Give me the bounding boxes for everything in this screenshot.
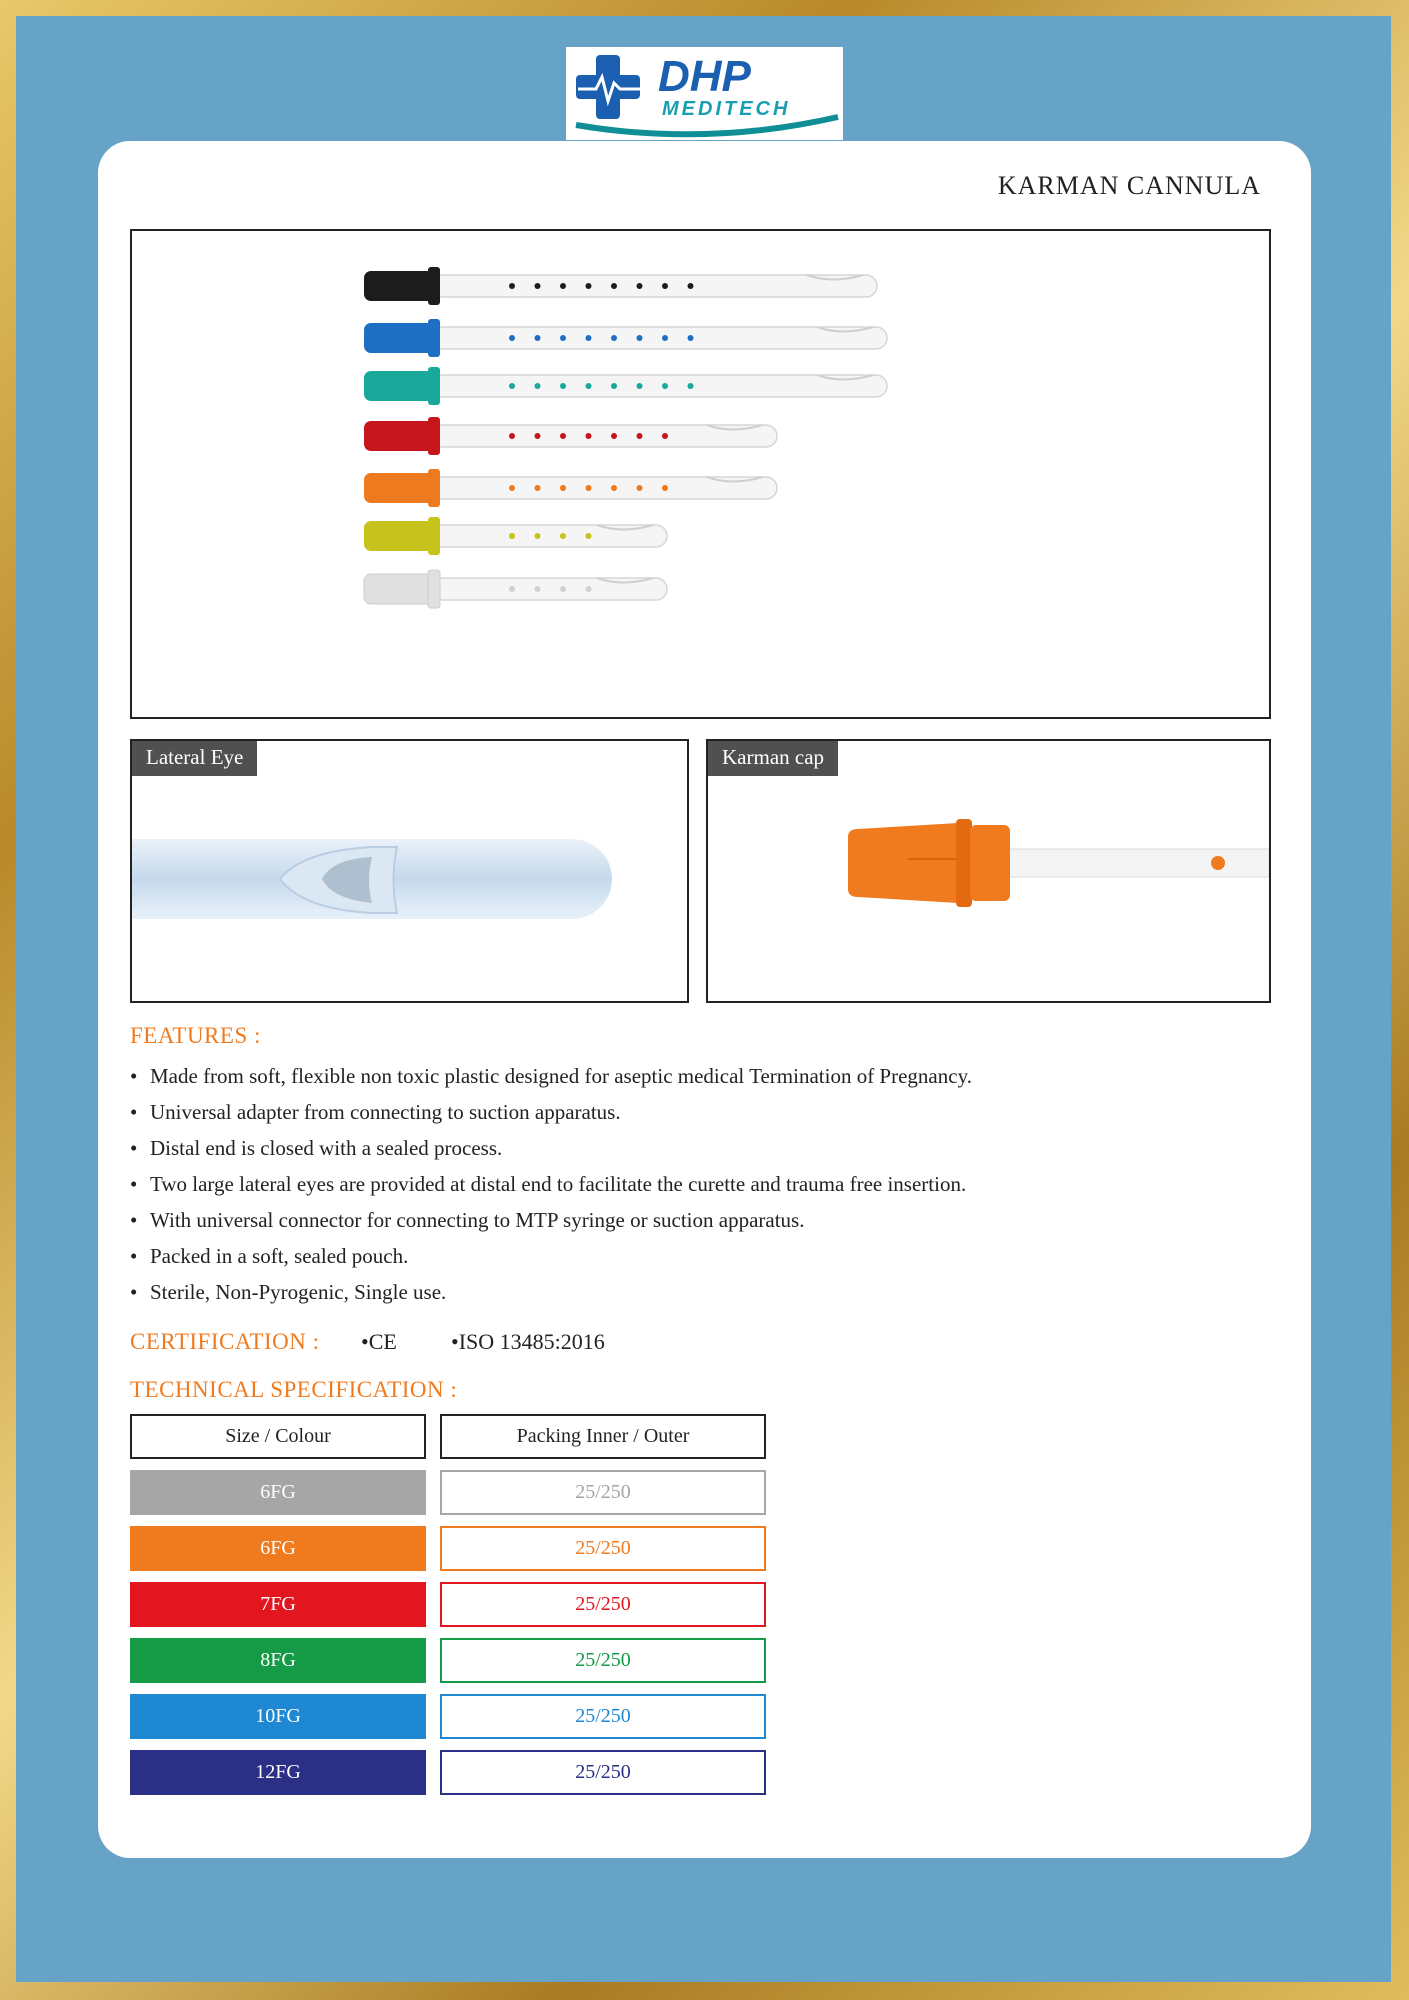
feature-item: • With universal connector for connecting to MTP syringe or suction apparatus. bbox=[130, 1202, 972, 1238]
karman-cap-label: Karman cap bbox=[708, 741, 838, 776]
packing-cell: 25/250 bbox=[440, 1470, 766, 1515]
size-cell: 8FG bbox=[130, 1638, 426, 1683]
cannula bbox=[364, 367, 887, 405]
tech-spec-heading: TECHNICAL SPECIFICATION : bbox=[130, 1377, 458, 1402]
brand-subname: MEDITECH bbox=[662, 98, 791, 120]
size-cell: 6FG bbox=[130, 1470, 426, 1515]
cannula bbox=[364, 417, 777, 455]
logo-graphic bbox=[566, 47, 843, 140]
packing-cell: 25/250 bbox=[440, 1582, 766, 1627]
table-header-size: Size / Colour bbox=[130, 1414, 426, 1459]
feature-item: • Sterile, Non-Pyrogenic, Single use. bbox=[130, 1274, 972, 1310]
product-card bbox=[98, 141, 1311, 1858]
packing-cell: 25/250 bbox=[440, 1526, 766, 1571]
features-heading: FEATURES : bbox=[130, 1023, 261, 1048]
lateral-eye-label: Lateral Eye bbox=[132, 741, 257, 776]
certification-iso: •ISO 13485:2016 bbox=[451, 1329, 605, 1354]
size-cell: 12FG bbox=[130, 1750, 426, 1795]
packing-cell: 25/250 bbox=[440, 1750, 766, 1795]
size-cell: 7FG bbox=[130, 1582, 426, 1627]
cannula bbox=[364, 517, 667, 555]
feature-item: • Two large lateral eyes are provided at distal end to facilitate the curette and trauma free insertion. bbox=[130, 1166, 972, 1202]
packing-cell: 25/250 bbox=[440, 1694, 766, 1739]
cannula bbox=[364, 319, 887, 357]
certification-ce: •CE bbox=[361, 1329, 397, 1354]
size-cell: 10FG bbox=[130, 1694, 426, 1739]
features-list bbox=[130, 1058, 972, 1310]
brand-logo bbox=[566, 47, 843, 140]
cannula bbox=[364, 469, 777, 507]
packing-cell: 25/250 bbox=[440, 1638, 766, 1683]
karman-cap-illustration bbox=[708, 741, 1269, 1001]
lateral-eye-illustration bbox=[132, 741, 687, 1001]
feature-item: • Packed in a soft, sealed pouch. bbox=[130, 1238, 972, 1274]
cannula bbox=[364, 267, 877, 305]
feature-item: • Universal adapter from connecting to suction apparatus. bbox=[130, 1094, 972, 1130]
cannula bbox=[364, 570, 667, 608]
table-header-packing: Packing Inner / Outer bbox=[440, 1414, 766, 1459]
cannula-illustration bbox=[132, 231, 1269, 717]
brand-name: DHP bbox=[658, 52, 751, 101]
karman-cap-panel bbox=[706, 739, 1271, 1003]
page-title: KARMAN CANNULA bbox=[997, 171, 1261, 200]
size-cell: 6FG bbox=[130, 1526, 426, 1571]
product-image-panel bbox=[130, 229, 1271, 719]
feature-item: • Made from soft, flexible non toxic plastic designed for aseptic medical Termination of Pregnancy. bbox=[130, 1058, 972, 1094]
lateral-eye-panel bbox=[130, 739, 689, 1003]
feature-item: • Distal end is closed with a sealed process. bbox=[130, 1130, 972, 1166]
certification-heading: CERTIFICATION : bbox=[130, 1329, 320, 1354]
